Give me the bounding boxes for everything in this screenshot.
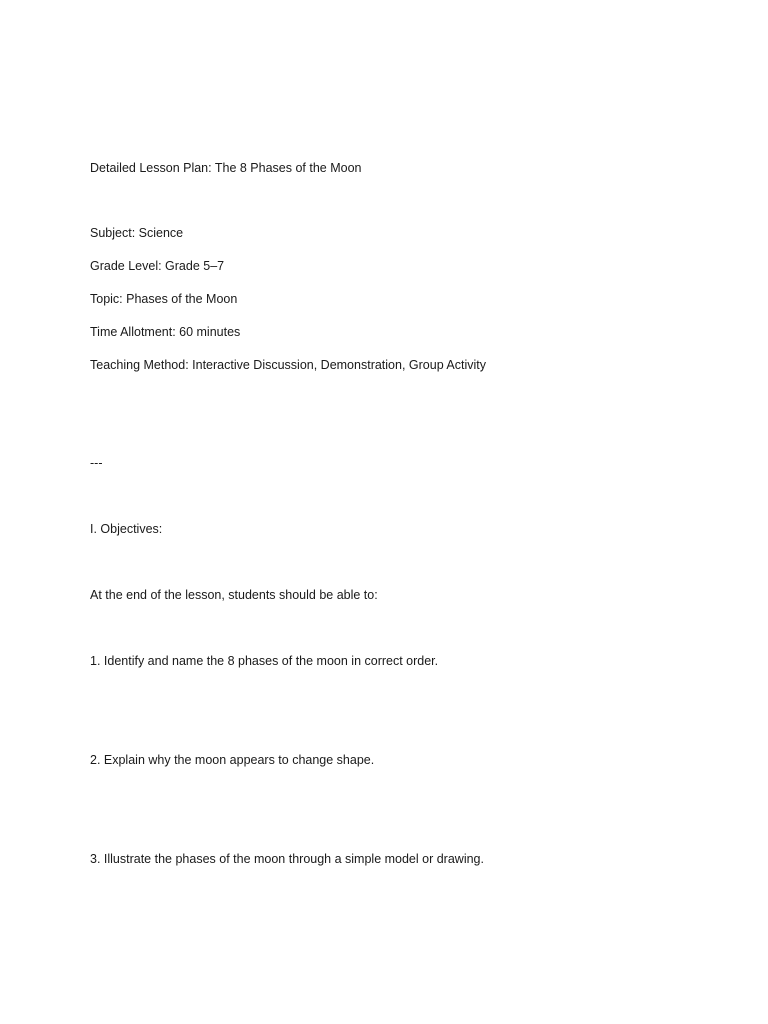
objective-item: 3. Illustrate the phases of the moon through a simple model or drawing. <box>90 852 484 866</box>
detail-subject: Subject: Science <box>90 226 184 240</box>
objectives-intro: At the end of the lesson, students should be able to: <box>90 588 378 602</box>
document-title: Detailed Lesson Plan: The 8 Phases of the Moon <box>90 161 362 175</box>
objectives-heading: I. Objectives: <box>90 522 163 536</box>
objective-item: 2. Explain why the moon appears to change shape. <box>90 753 375 767</box>
detail-topic: Topic: Phases of the Moon <box>90 292 238 306</box>
detail-teaching-method: Teaching Method: Interactive Discussion, Demonstration, Group Activity <box>90 358 487 372</box>
detail-time-allotment: Time Allotment: 60 minutes <box>90 325 241 339</box>
detail-grade-level: Grade Level: Grade 5–7 <box>90 259 225 273</box>
separator: --- <box>90 456 103 470</box>
objective-item: 1. Identify and name the 8 phases of the moon in correct order. <box>90 654 439 668</box>
